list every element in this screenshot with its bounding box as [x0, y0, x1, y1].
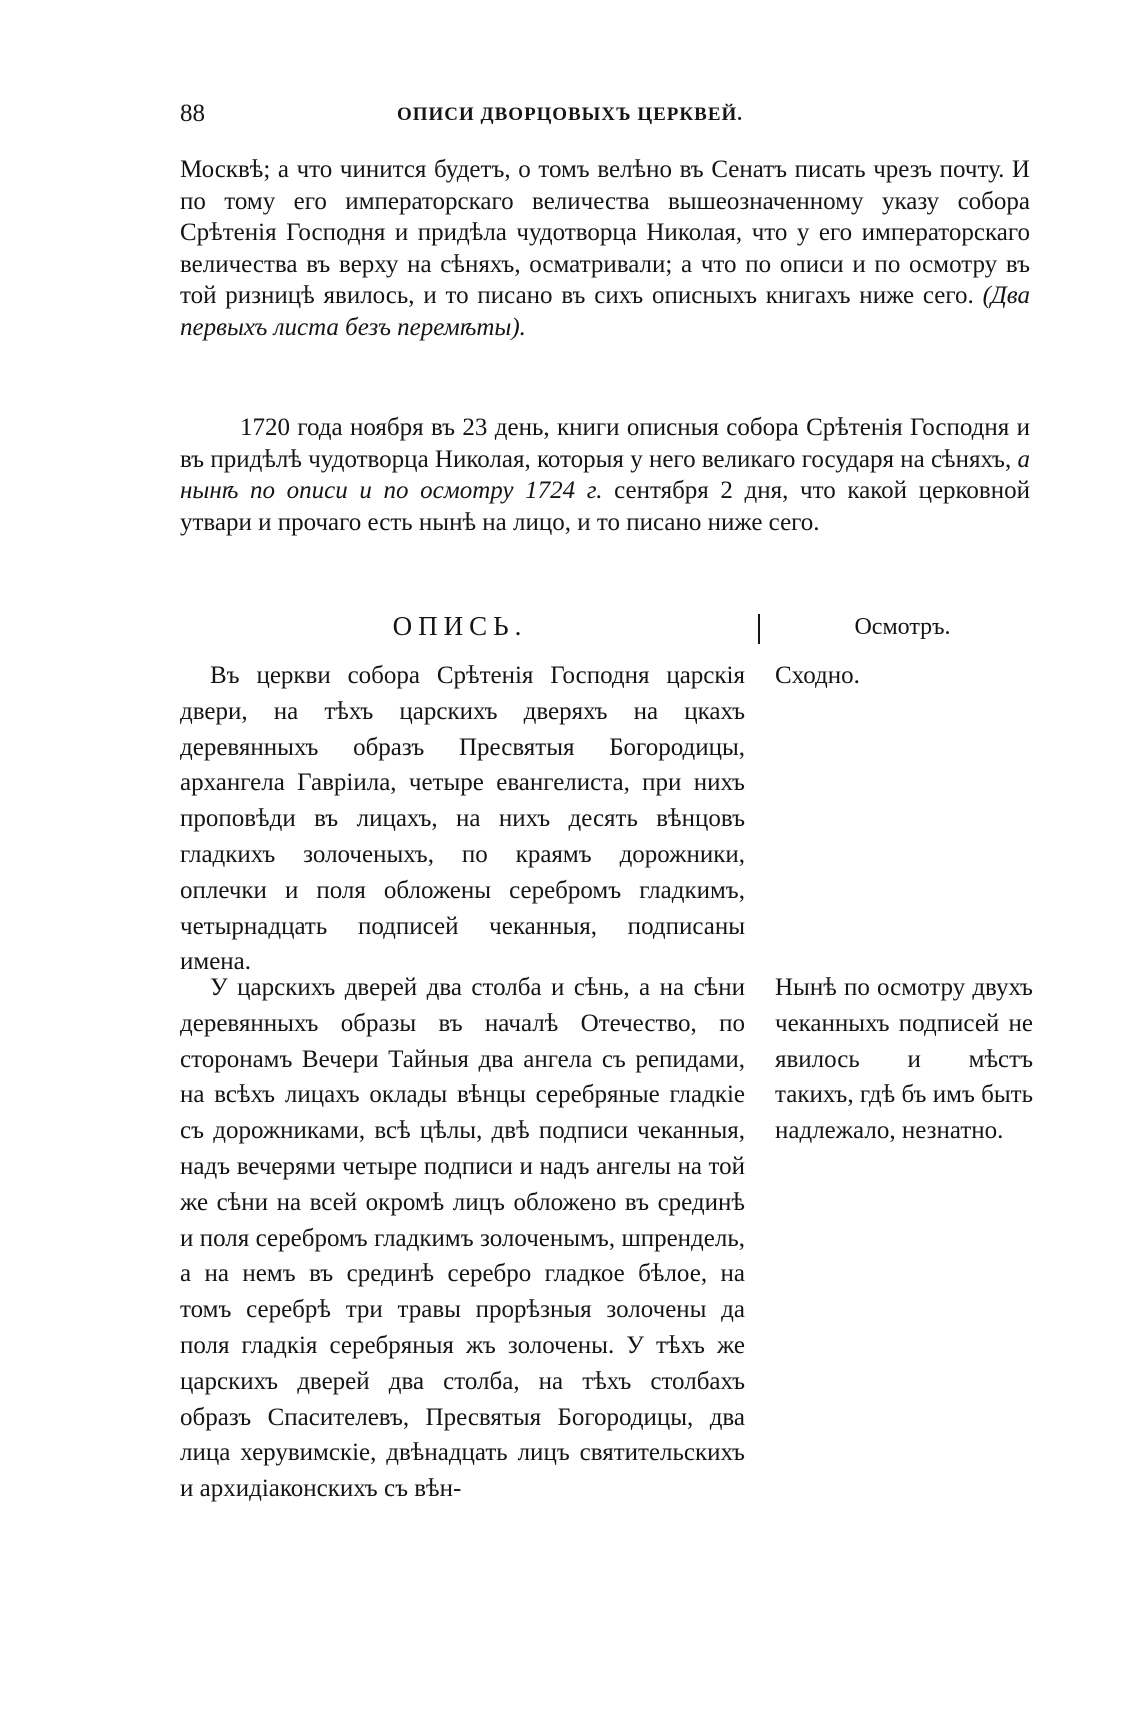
- page-header: [180, 100, 1030, 136]
- inventory-entry-2: У царскихъ дверей два столба и сѣнь, а на сѣни деревянныхъ образы въ началѣ Отечество, по сторонамъ Вечери Тайныя два ангела съ репидами, на всѣхъ лицахъ оклады вѣнцы серебряные гладкіе съ дорожниками, всѣ цѣлы, двѣ подписи чеканныя, надъ вечерями четыре подписи и надъ ангелы на той же сѣни на всей окромѣ лицъ обложено въ срединѣ и поля серебромъ гладкимъ золоченымъ, шпрендель, а на немъ въ срединѣ серебро гладкое бѣлое, на томъ серебрѣ три травы прорѣзныя золочены да поля гладкія серебряныя жъ золочены. У тѣхъ же царскихъ дверей два столба, на тѣхъ столбахъ образъ Спасителевъ, Пресвятыя Богородицы, два лица херувимскіе, двѣнадцать лицъ святительскихъ и архидіаконскихъ съ вѣн-: [180, 974, 745, 1503]
- intro-paragraph-1-note: (Два первыхъ листа безъ перемѣты).: [180, 282, 1030, 341]
- page-number: 88: [180, 100, 205, 127]
- inventory-entry-1: Въ церкви собора Срѣтенія Господня царскія двери, на тѣхъ царскихъ дверяхъ на цкахъ деревянныхъ образъ Пресвятыя Богородицы, архангела Гавріила, четыре евангелиста, при нихъ проповѣди въ лицахъ, на нихъ десять вѣнцовъ гладкихъ золоченыхъ, по краямъ дорожники, оплечки и поля обложены серебромъ гладкимъ, четырнадцать подписей чеканныя, подписаны имена.: [180, 662, 745, 976]
- intro-paragraph-2-italic: а нынѣ по описи и по осмотру 1724 г.: [180, 445, 1030, 504]
- inventory-column-heading: ОПИСЬ.: [392, 611, 528, 641]
- intro-paragraph-2-text-a: 1720 года ноября въ 23 день, книги описныя собора Срѣтенія Господня и въ придѣлѣ чудотворца Николая, которыя у него великаго государя на сѣняхъ,: [180, 414, 1030, 473]
- running-title: ОПИСИ ДВОРЦОВЫХЪ ЦЕРКВЕЙ.: [396, 104, 744, 125]
- inspection-entry-1: Сходно.: [775, 662, 860, 689]
- intro-paragraph-2-text-b: сентября 2 дня, что какой церковной утвари и прочаго есть нынѣ на лицо, и то писано ниже сего.: [180, 477, 1030, 536]
- intro-paragraph-1-text: Москвѣ; а что чинится будетъ, о томъ велѣно въ Сенатъ писать чрезъ почту. И по тому его императорскаго величества вышеозначенному указу собора Срѣтенія Господня и придѣла чудотворца Николая, что у его императорскаго величества въ верху на сѣняхъ, осматривали; а что по описи и по осмотру въ той ризницѣ явилось, и то писано въ сихъ описныхъ книгахъ ниже сего.: [180, 156, 1030, 309]
- intro-paragraph-2: [180, 412, 1030, 538]
- inspection-entry-2: Нынѣ по осмотру двухъ чеканныхъ подписей не явилось и мѣстъ такихъ, гдѣ бъ имъ быть надлежало, незнатно.: [775, 974, 1033, 1145]
- inspection-column-heading: Осмотръ.: [854, 614, 951, 640]
- column-divider: [758, 614, 760, 644]
- intro-paragraph-1: [180, 154, 1030, 343]
